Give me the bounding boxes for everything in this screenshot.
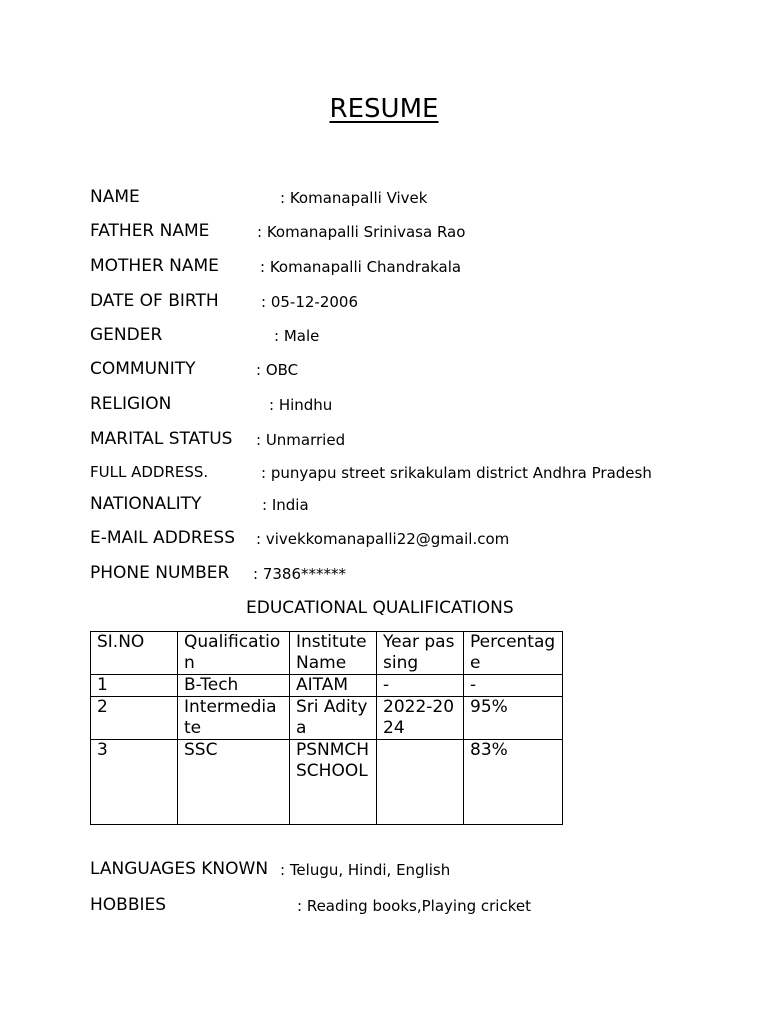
detail-row-nationality	[90, 493, 309, 515]
table-cell: 2	[91, 697, 178, 740]
detail-value: : Komanapalli Vivek	[280, 189, 428, 207]
table-cell: 1	[91, 675, 178, 697]
detail-value: : India	[262, 496, 309, 514]
detail-label: MARITAL STATUS	[90, 429, 233, 449]
table-cell: Intermediate	[178, 697, 290, 740]
detail-row-father-name	[90, 220, 466, 242]
detail-label: NATIONALITY	[90, 494, 202, 514]
table-header-cell: Qualification	[178, 632, 290, 675]
table-header-cell: Institute Name	[290, 632, 377, 675]
table-cell: 3	[91, 740, 178, 825]
languages-label: LANGUAGES KNOWN	[90, 859, 269, 879]
detail-row-gender	[90, 324, 320, 346]
hobbies-value: : Reading books,Playing cricket	[297, 897, 531, 915]
detail-label: NAME	[90, 187, 140, 207]
languages-value: : Telugu, Hindi, English	[280, 861, 451, 879]
detail-row-phone-number	[90, 562, 346, 584]
detail-value: : Komanapalli Srinivasa Rao	[257, 223, 466, 241]
detail-row-community	[90, 358, 299, 380]
detail-value: : Unmarried	[256, 431, 346, 449]
table-cell: 95%	[464, 697, 563, 740]
detail-row-marital-status	[90, 428, 346, 450]
detail-row-date-of-birth	[90, 290, 358, 312]
detail-value: : vivekkomanapalli22@gmail.com	[256, 530, 510, 548]
table-cell	[377, 740, 464, 825]
table-row	[91, 740, 563, 825]
table-cell: -	[464, 675, 563, 697]
table-row	[91, 697, 563, 740]
table-cell: Sri Aditya	[290, 697, 377, 740]
hobbies-label: HOBBIES	[90, 895, 167, 915]
table-cell: 2022-2024	[377, 697, 464, 740]
table-cell: PSNMCH SCHOOL	[290, 740, 377, 825]
detail-row-mother-name	[90, 255, 462, 277]
detail-label: RELIGION	[90, 394, 172, 414]
detail-label: DATE OF BIRTH	[90, 291, 219, 311]
hobbies-row	[90, 894, 531, 916]
detail-row-full-address	[90, 461, 652, 483]
detail-row-name	[90, 186, 428, 208]
detail-label: E-MAIL ADDRESS	[90, 528, 236, 548]
detail-label: COMMUNITY	[90, 359, 196, 379]
table-cell: AITAM	[290, 675, 377, 697]
detail-label: PHONE NUMBER	[90, 563, 230, 583]
detail-value: : Komanapalli Chandrakala	[260, 258, 462, 276]
languages-row	[90, 858, 451, 880]
table-cell: 83%	[464, 740, 563, 825]
table-cell: B-Tech	[178, 675, 290, 697]
detail-value: : Male	[274, 327, 320, 345]
detail-value: : 05-12-2006	[261, 293, 358, 311]
table-header-cell: Percentage	[464, 632, 563, 675]
table-cell: -	[377, 675, 464, 697]
table-cell: SSC	[178, 740, 290, 825]
page-title: RESUME	[329, 94, 439, 124]
detail-label: MOTHER NAME	[90, 256, 219, 276]
detail-row-religion	[90, 393, 333, 415]
detail-label: FATHER NAME	[90, 221, 210, 241]
table-row	[91, 675, 563, 697]
detail-value: : 7386******	[253, 565, 346, 583]
detail-row-email-address	[90, 527, 510, 549]
detail-label: FULL ADDRESS.	[90, 463, 209, 481]
detail-value: : OBC	[256, 361, 299, 379]
table-header-cell: Year passing	[377, 632, 464, 675]
table-header-row	[91, 632, 563, 675]
education-heading-text: EDUCATIONAL QUALIFICATIONS	[246, 598, 514, 618]
education-table	[90, 631, 563, 825]
detail-label: GENDER	[90, 325, 163, 345]
detail-value: : punyapu street srikakulam district Andhra Pradesh	[261, 464, 652, 482]
table-header-cell: SI.NO	[91, 632, 178, 675]
detail-value: : Hindhu	[269, 396, 333, 414]
